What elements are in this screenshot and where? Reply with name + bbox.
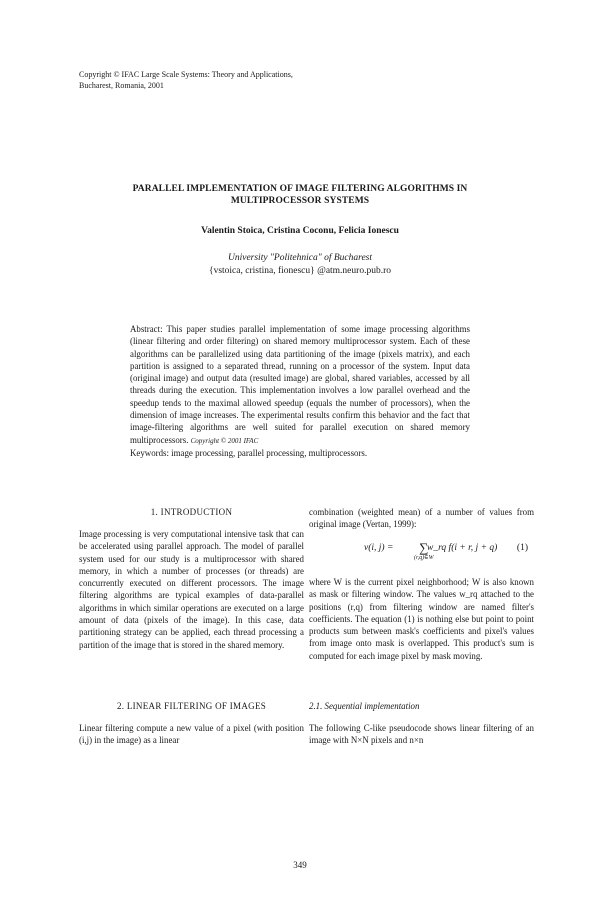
copyright-notice [79,69,293,91]
paper-title [100,183,500,207]
equation-number: (1) [516,543,528,553]
abstract [130,323,470,447]
affiliation [100,252,500,278]
title-line-2: MULTIPROCESSOR SYSTEMS [230,196,370,206]
university: University "Politehnica" of Bucharest [227,253,373,263]
copyright-line-2: Bucharest, Romania, 2001 [79,81,164,90]
keywords: Keywords: image processing, parallel processing, multiprocessors. [130,448,368,458]
equation-lhs: v(i, j) = [364,543,394,553]
right-paragraph-2: where W is the current pixel neighborhood; W is also known as mask or filtering window. The values w_rq attached to the positions (r,q) from filtering window are named filter's coefficients. The equation (1) is nothing else but point to point products sum between mask's coefficients and pixel's values from image onto mask is overlapped. This product's sum is computed for each image pixel by mask moving. [309,577,534,661]
abstract-text: Abstract: This paper studies parallel implementation of some image processing algorithms (linear filtering and order filtering) on shared memory multiprocessor system. Each of these algorithms can be parallelized using data partitioning of the image (pixels matrix), and each partition is assigned to a separated thread, running on a processor of the system. Input data (original image) and output data (resulted image) are global, shared variables, accessed by all threads during the execution. This implementation involves a low parallel overhead and the speedup tends to the maximal allowed speedup (equals the number of processors), when the dimension of image increases. The experimental results confirm this behavior and the fact that image-filtering algorithms are well suited for parallel execution on shared memory multiprocessors. [130,324,470,445]
copyright-line-1: Copyright © IFAC Large Scale Systems: Theory and Applications, [79,70,293,79]
sum-subscript: (r,q)∈W [414,555,434,561]
sum-symbol: ∑ [419,540,429,555]
page-number: 349 [293,860,307,870]
section-heading-introduction: 1. INTRODUCTION [150,507,233,517]
title-line-1: PARALLEL IMPLEMENTATION OF IMAGE FILTERING ALGORITHMS IN [132,184,468,194]
right-paragraph-1: combination (weighted mean) of a number of values from original image (Vertan, 1999): [309,507,534,530]
sequential-paragraph: The following C-like pseudocode shows linear filtering of an image with N×N pixels and n×n [309,723,534,746]
section-heading-linear-filtering: 2. LINEAR FILTERING OF IMAGES [116,701,267,711]
subsection-heading-sequential: 2.1. Sequential implementation [309,701,420,711]
abstract-copyright: Copyright © 2001 IFAC [190,436,259,445]
linear-filtering-paragraph: Linear filtering compute a new value of a pixel (with position (i,j) in the image) as a linear [79,723,304,746]
equation-rhs: w_rq f(i + r, j + q) [427,543,498,553]
introduction-paragraph: Image processing is very computational intensive task that can be accelerated using parallel approach. The model of parallel system used for our study is a multiprocessor with shared memory, in which a number of processes (or threads) are concurrently executed on different processors. The image filtering algorithms are typical examples of data-parallel algorithms in which similar operations are executed on a large amount of data (pixels of the image). In this case, data partitioning strategy can be applied, each thread processing a partition of the image that is stored in the shared memory. [79,529,304,650]
author-emails: {vstoica, cristina, fionescu} @atm.neuro.pub.ro [209,266,391,276]
authors: Valentin Stoica, Cristina Coconu, Felicia Ionescu [201,226,399,236]
equation-1 [309,541,534,567]
